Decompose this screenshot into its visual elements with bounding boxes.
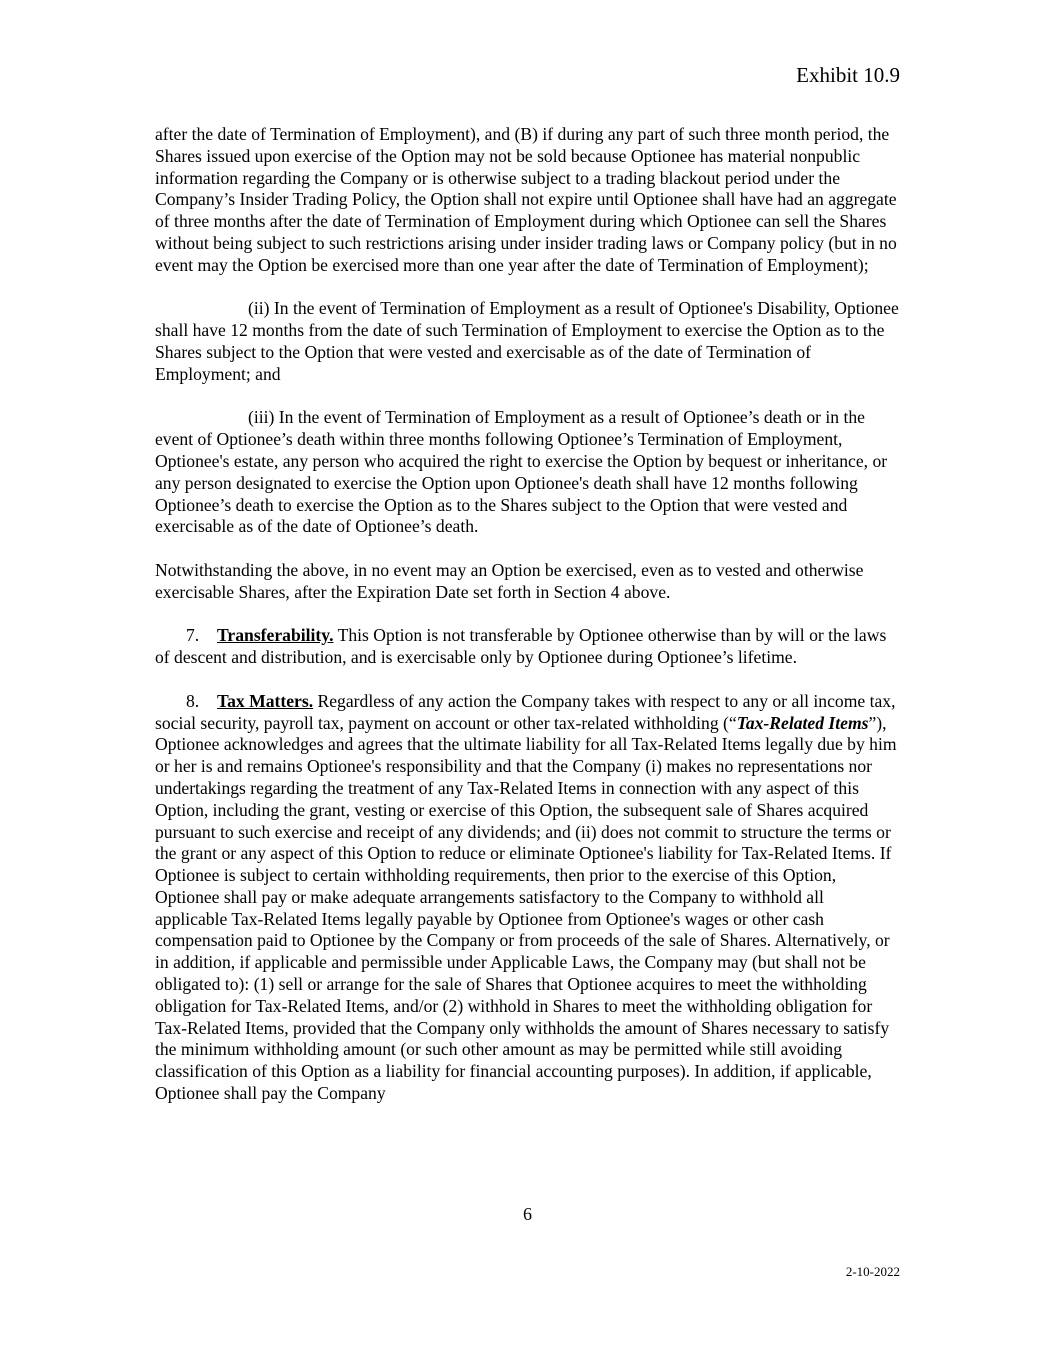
paragraph-notwithstanding: Notwithstanding the above, in no event may an Option be exercised, even as to vested and otherwise exercisable Shares, after the Expiration Date set forth in Section 4 above.: [155, 559, 864, 602]
paragraph-clause-iii: (iii) In the event of Termination of Employment as a result of Optionee’s death or in the event of Optionee’s death within three months following Optionee’s Termination of Employment, Optionee's estate, any person who acquired the right to exercise the Option by bequest or inheritance, or any person designated to exercise the Option upon Optionee's death shall have 12 months following Optionee’s death to exercise the Option as to the Shares subject to the Option that were vested and exercisable as of the date of Optionee’s death.: [155, 407, 888, 537]
footer-date: 2-10-2022: [845, 1264, 900, 1279]
paragraph-continuation: after the date of Termination of Employment), and (B) if during any part of such three month period, the Shares issued upon exercise of the Option may not be sold because Optionee has material nonpublic information regarding the Company or is otherwise subject to a trading blackout period under the Company’s Insider Trading Policy, the Option shall not expire until Optionee shall have had an aggregate of three months after the date of Termination of Employment during which Optionee can sell the Shares without being subject to such restrictions arising under insider trading laws or Company policy (but in no event may the Option be exercised more than one year after the date of Termination of Employment);: [155, 124, 897, 275]
defined-term: Tax-Related Items: [736, 712, 869, 733]
page-number: 6: [523, 1204, 532, 1224]
section-heading: Transferability.: [217, 625, 334, 646]
exhibit-label: Exhibit 10.9: [796, 63, 900, 87]
document-body: [155, 124, 900, 1127]
section-number: 7.: [186, 625, 200, 646]
section-8-tax-matters: [155, 691, 900, 1105]
section-7-transferability: [155, 625, 900, 669]
section-text-part-b: ”), Optionee acknowledges and agrees that the ultimate liability for all Tax-Related Items legally due by him or her is and remains Optionee's responsibility and that the Company (i) makes no representations nor undertakings regarding the treatment of any Tax-Related Items in connection with any aspect of this Option, including the grant, vesting or exercise of this Option, the subsequent sale of Shares acquired pursuant to such exercise and receipt of any dividends; and (ii) does not commit to structure the terms or the grant or any aspect of this Option to reduce or eliminate Optionee's liability for Tax-Related Items. If Optionee is subject to certain withholding requirements, then prior to the exercise of this Option, Optionee shall pay or make adequate arrangements satisfactory to the Company to withhold all applicable Tax-Related Items legally payable by Optionee from Optionee's wages or other cash compensation paid to Optionee by the Company or from proceeds of the sale of Shares. Alternatively, or in addition, if applicable and permissible under Applicable Laws, the Company may (but shall not be obligated to): (1) sell or arrange for the sale of Shares that Optionee acquires to meet the withholding obligation for Tax-Related Items, and/or (2) withhold in Shares to meet the withholding obligation for Tax-Related Items, provided that the Company only withholds the amount of Shares necessary to satisfy the minimum withholding amount (or such other amount as may be permitted while still avoiding classification of this Option as a liability for financial accounting purposes). In addition, if applicable, Optionee shall pay the Company: [155, 712, 897, 1104]
section-heading: Tax Matters.: [217, 690, 314, 711]
section-text: This Option is not transferable by Optionee otherwise than by will or the laws of descent and distribution, and is exercisable only by Optionee during Optionee’s lifetime.: [155, 625, 887, 668]
section-text-part-a: Regardless of any action the Company takes with respect to any or all income tax, social security, payroll tax, payment on account or other tax-related withholding (“: [155, 690, 896, 733]
section-number: 8.: [186, 690, 200, 711]
paragraph-clause-ii: (ii) In the event of Termination of Employment as a result of Optionee's Disability, Optionee shall have 12 months from the date of such Termination of Employment to exercise the Option as to the Shares subject to the Option that were vested and exercisable as of the date of Termination of Employment; and: [155, 298, 899, 384]
